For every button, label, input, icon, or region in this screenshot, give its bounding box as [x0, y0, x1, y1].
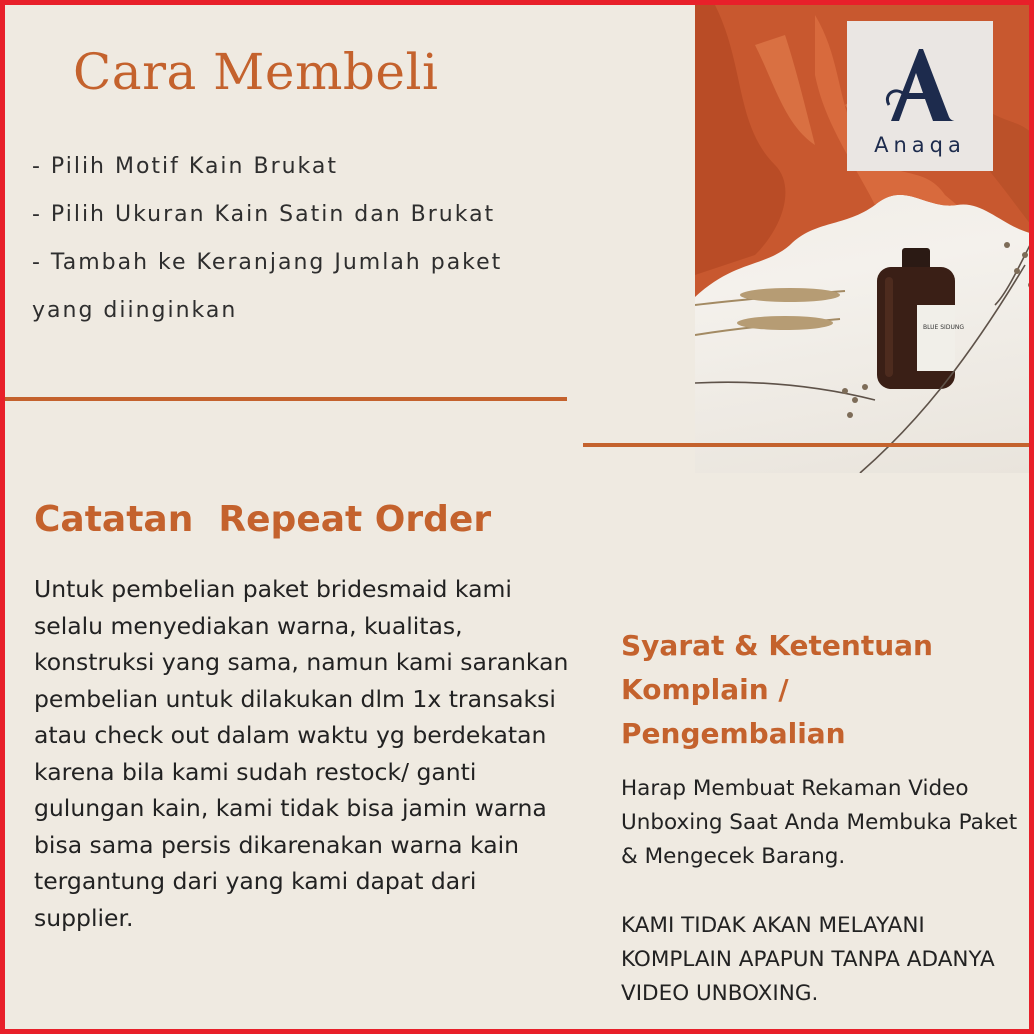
brand-monogram-icon: [885, 43, 955, 123]
how-to-buy-title: Cara Membeli: [73, 43, 439, 101]
step-item: - Pilih Motif Kain Brukat: [32, 154, 339, 179]
step-item: - Pilih Ukuran Kain Satin dan Brukat: [32, 202, 496, 227]
repeat-order-body: Untuk pembelian paket bridesmaid kami selalu menyediakan warna, kualitas, konstruksi yang sama, namun kami sarankan pembelian untuk dilakukan dlm 1x transaksi atau check out dalam waktu yg berdekatan karena bila kami sudah restock/ ganti gulungan kain, kami tidak bisa jamin warna bisa sama persis dikarenakan warna kain tergantung dari yang kami dapat dari supplier.: [34, 575, 569, 932]
how-to-buy-steps: [32, 147, 502, 339]
step-item: - Tambah ke Keranjang Jumlah paket: [32, 250, 503, 275]
bottle-label: BLUE SIDUNG: [923, 324, 964, 331]
brand-name: Anaqa: [874, 133, 966, 157]
repeat-order-title: Catatan Repeat Order: [34, 499, 492, 540]
divider-left: [5, 397, 567, 401]
step-item: yang diinginkan: [32, 298, 238, 323]
terms-body: Harap Membuat Rekaman Video Unboxing Saat Anda Membuka Paket & Mengecek Barang.: [621, 776, 1018, 869]
terms-title: Syarat & Ketentuan Komplain / Pengembalian: [621, 629, 933, 750]
brand-logo: [847, 21, 993, 171]
terms-warning: KAMI TIDAK AKAN MELAYANI KOMPLAIN APAPUN TANPA ADANYA VIDEO UNBOXING.: [621, 913, 995, 1006]
divider-right: [583, 443, 1034, 447]
